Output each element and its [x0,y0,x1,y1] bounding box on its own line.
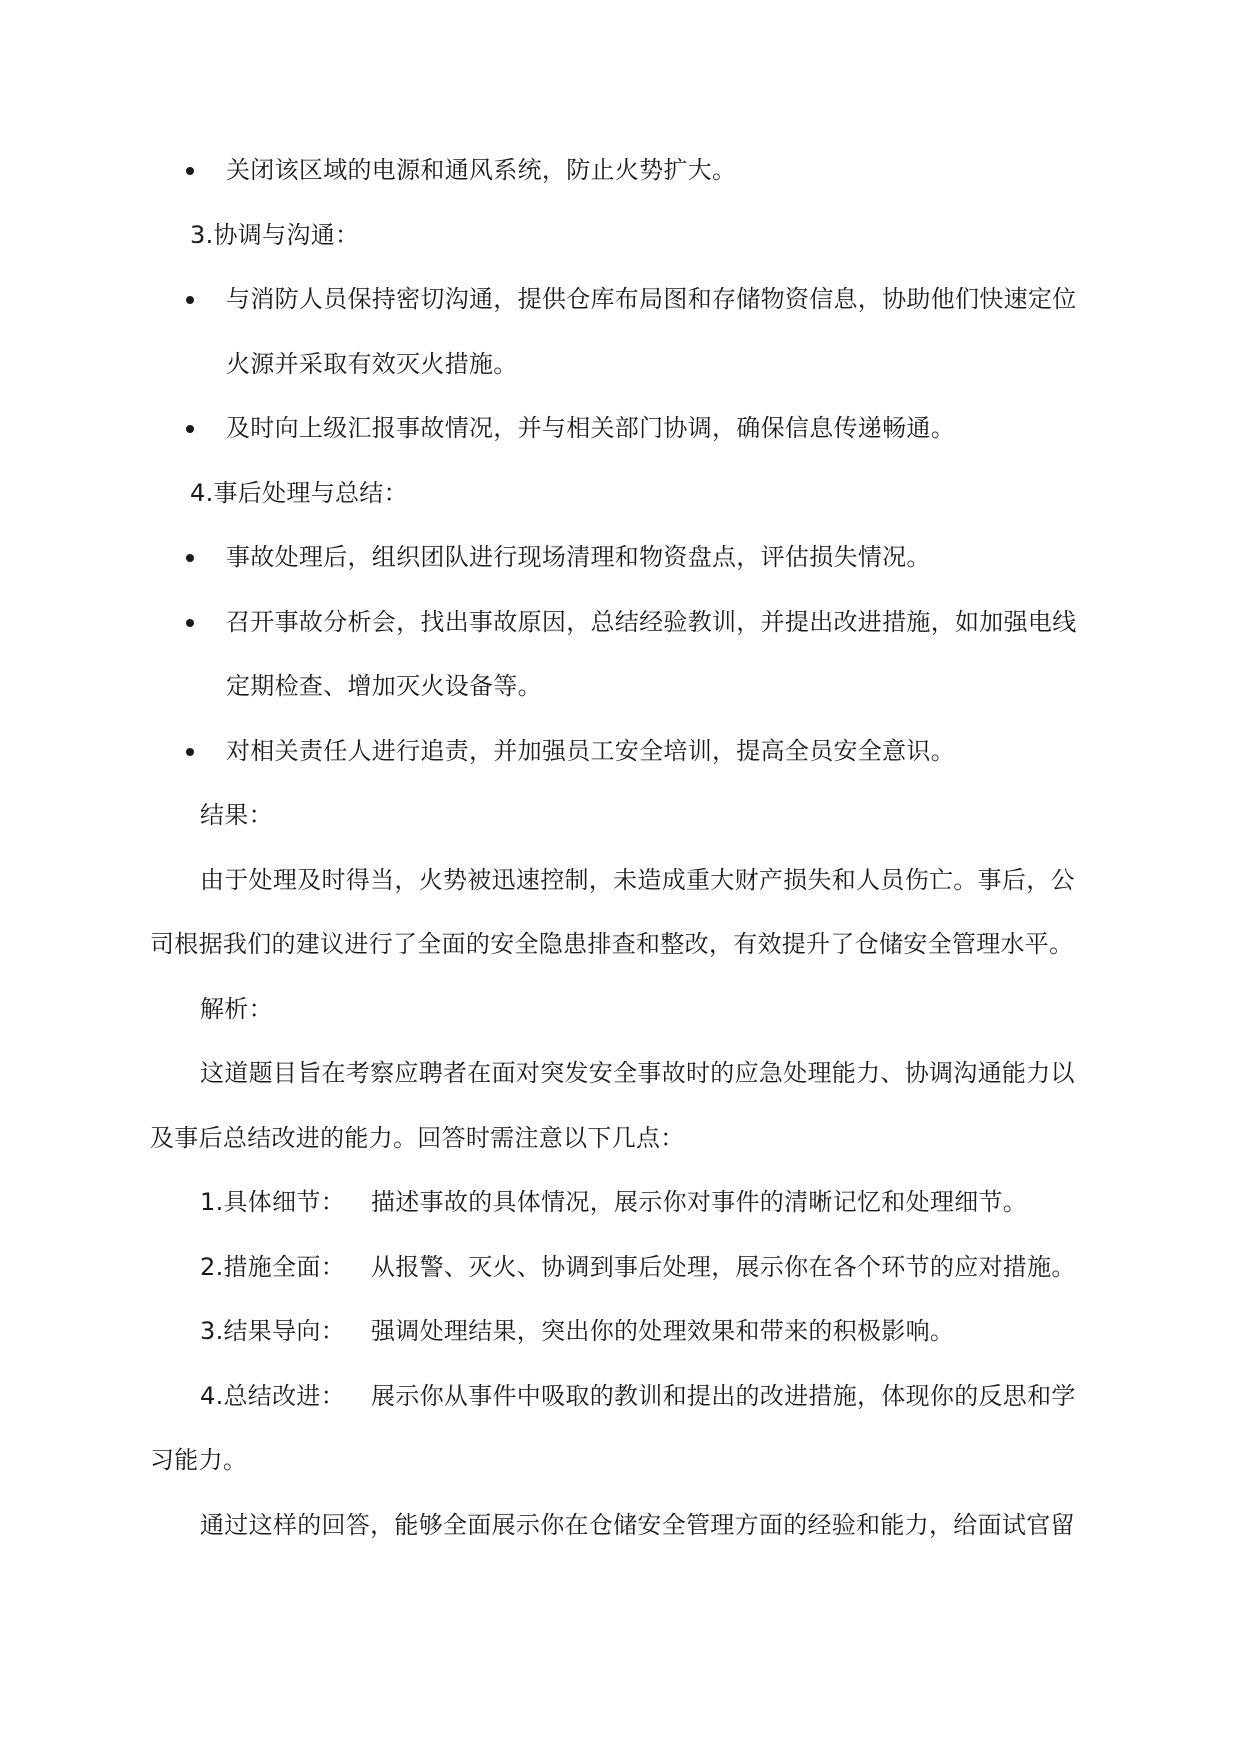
list-item [150,267,1095,332]
point-item-3 [150,1299,1095,1364]
list-item [150,590,1095,655]
point-text: 从报警、灭火、协调到事后处理，展示你在各个环节的应对措施。 [371,1252,1076,1281]
list-item [150,138,1095,203]
section-title: 事后处理与总结： [213,478,408,507]
bullet-icon [186,425,194,433]
result-heading: 结果： [200,801,273,829]
list-item-text: 与消防人员保持密切沟通，提供仓库布局图和存储物资信息，协助他们快速定位 [226,285,1077,313]
point-label: 具体细节： [223,1188,345,1216]
bullet-icon [186,748,194,756]
point-item-4-continuation: 习能力。 [150,1446,248,1474]
point-text: 展示你从事件中吸取的教训和提出的改进措施，体现你的反思和学 [371,1381,1076,1410]
bullet-icon [186,554,194,562]
list-item-text: 火源并采取有效灭火措施。 [226,349,518,378]
result-paragraph-line: 由于处理及时得当，火势被迅速控制，未造成重大财产损失和人员伤亡。事后，公 [200,865,1075,894]
point-label: 总结改进： [223,1381,345,1410]
list-item [150,525,1095,590]
analysis-paragraph-line: 及事后总结改进的能力。回答时需注意以下几点： [150,1123,685,1152]
point-number: 4. [200,1381,224,1410]
list-item [150,719,1095,784]
point-number: 1. [200,1188,224,1216]
point-label: 结果导向： [223,1317,345,1345]
bullet-icon [186,296,194,304]
point-text: 描述事故的具体情况，展示你对事件的清晰记忆和处理细节。 [371,1188,1028,1216]
section-heading-4 [150,461,1095,526]
point-number: 2. [200,1252,224,1281]
list-item-text: 及时向上级汇报事故情况，并与相关部门协调，确保信息传递畅通。 [226,414,955,442]
list-item-text: 对相关责任人进行追责，并加强员工安全培训，提高全员安全意识。 [226,736,955,765]
bullet-icon [186,619,194,627]
point-text: 强调处理结果，突出你的处理效果和带来的积极影响。 [371,1317,955,1345]
point-label: 措施全面： [223,1252,345,1281]
point-item-1 [150,1170,1095,1235]
list-item [150,396,1095,461]
list-item-text: 召开事故分析会，找出事故原因，总结经验教训，并提出改进措施，如加强电线 [226,607,1077,636]
list-item-continuation [150,332,1095,397]
point-number: 3. [200,1317,224,1345]
closing-paragraph-line: 通过这样的回答，能够全面展示你在仓储安全管理方面的经验和能力，给面试官留 [200,1510,1075,1539]
list-item-text: 定期检查、增加灭火设备等。 [226,672,542,700]
point-item-4 [150,1364,1095,1429]
section-number: 3. [190,220,214,249]
document-body [150,138,1095,1557]
list-item-continuation [150,654,1095,719]
analysis-paragraph-line: 这道题目旨在考察应聘者在面对突发安全事故时的应急处理能力、协调沟通能力以 [200,1059,1075,1087]
bullet-icon [186,167,194,175]
result-paragraph-line: 司根据我们的建议进行了全面的安全隐患排查和整改，有效提升了仓储安全管理水平。 [150,930,1074,958]
section-heading-3 [150,203,1095,268]
list-item-text: 事故处理后，组织团队进行现场清理和物资盘点，评估损失情况。 [226,543,931,571]
point-item-2 [150,1235,1095,1300]
list-item-text: 关闭该区域的电源和通风系统，防止火势扩大。 [226,156,737,184]
analysis-heading: 解析： [200,994,273,1023]
section-title: 协调与沟通： [213,220,360,249]
section-number: 4. [190,478,214,507]
